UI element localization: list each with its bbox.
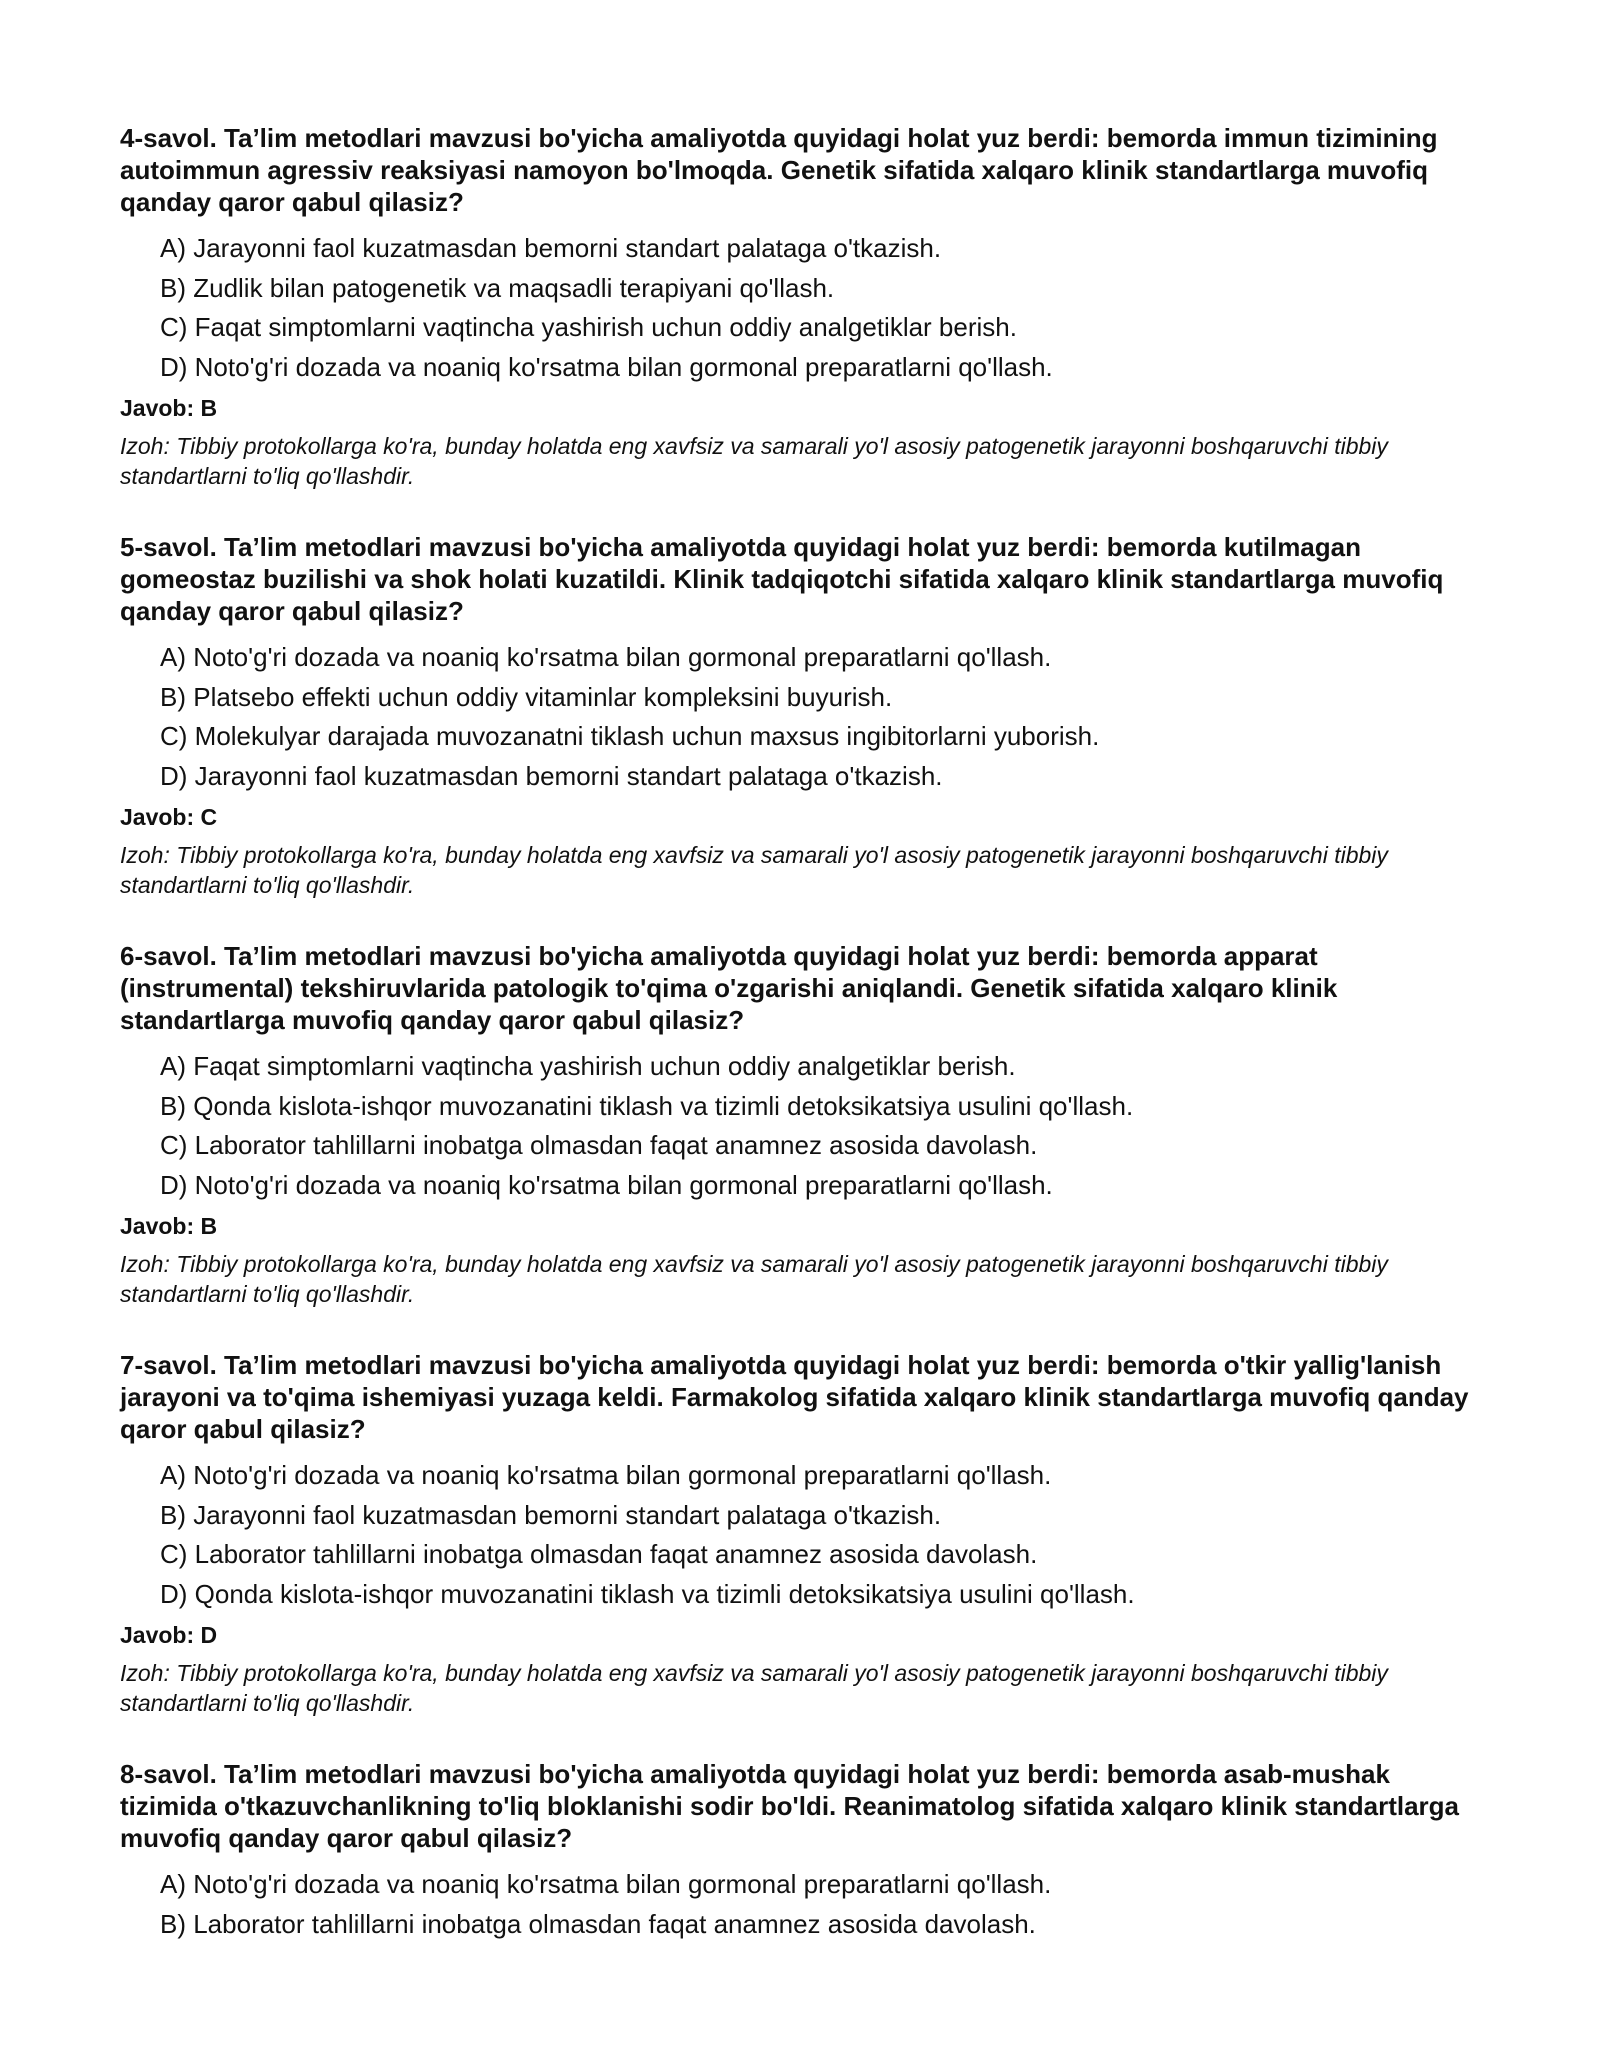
answer-label: Javob: C: [120, 804, 218, 830]
option-a: A) Noto'g'ri dozada va noaniq ko'rsatma bilan gormonal preparatlarni qo'llash.: [160, 642, 1052, 672]
option-list: [120, 229, 1490, 387]
option-list: [120, 1047, 1490, 1205]
explanation-note: Izoh: Tibbiy protokollarga ko'ra, bunday holatda eng xavfsiz va samarali yo'l asosiy patogenetik jarayonni boshqaruvchi tibbiy standartlarni to'liq qo'llashdir.: [120, 842, 1388, 898]
option-c: C) Faqat simptomlarni vaqtincha yashirish uchun oddiy analgetiklar berish.: [160, 312, 1017, 342]
option-b: B) Qonda kislota-ishqor muvozanatini tiklash va tizimli detoksikatsiya usulini qo'llash.: [160, 1090, 1134, 1121]
option-b: B) Jarayonni faol kuzatmasdan bemorni standart palataga o'tkazish.: [160, 1499, 942, 1530]
question-block: [120, 940, 1490, 1309]
answer-label: Javob: B: [120, 395, 218, 421]
question-block: [120, 122, 1490, 491]
option-c: C) Molekulyar darajada muvozanatni tiklash uchun maxsus ingibitorlarni yuborish.: [160, 721, 1100, 751]
explanation-note: Izoh: Tibbiy protokollarga ko'ra, bunday holatda eng xavfsiz va samarali yo'l asosiy patogenetik jarayonni boshqaruvchi tibbiy standartlarni to'liq qo'llashdir.: [120, 1251, 1388, 1307]
question-block: [120, 531, 1490, 900]
question-title: 6-savol. Ta’lim metodlari mavzusi bo'yicha amaliyotda quyidagi holat yuz berdi: bemorda apparat (instrumental) tekshiruvlarida patologik to'qima o'zgarishi aniqlandi. Genetik sifatida xalqaro klinik standartlarga muvofiq qanday qaror qabul qilasiz?: [120, 941, 1338, 1035]
option-list: [120, 638, 1490, 796]
option-b: B) Zudlik bilan patogenetik va maqsadli terapiyani qo'llash.: [160, 272, 835, 303]
explanation-note: Izoh: Tibbiy protokollarga ko'ra, bunday holatda eng xavfsiz va samarali yo'l asosiy patogenetik jarayonni boshqaruvchi tibbiy standartlarni to'liq qo'llashdir.: [120, 1660, 1388, 1716]
answer-label: Javob: B: [120, 1213, 218, 1239]
option-a: A) Noto'g'ri dozada va noaniq ko'rsatma bilan gormonal preparatlarni qo'llash.: [160, 1869, 1052, 1899]
option-a: A) Noto'g'ri dozada va noaniq ko'rsatma bilan gormonal preparatlarni qo'llash.: [160, 1460, 1052, 1490]
option-d: D) Qonda kislota-ishqor muvozanatini tiklash va tizimli detoksikatsiya usulini qo'llash.: [160, 1578, 1135, 1609]
option-b: B) Laborator tahlillarni inobatga olmasdan faqat anamnez asosida davolash.: [160, 1908, 1036, 1939]
option-list: [120, 1865, 1490, 1944]
option-c: C) Laborator tahlillarni inobatga olmasdan faqat anamnez asosida davolash.: [160, 1130, 1038, 1160]
question-title: 5-savol. Ta’lim metodlari mavzusi bo'yicha amaliyotda quyidagi holat yuz berdi: bemorda kutilmagan gomeostaz buzilishi va shok holati kuzatildi. Klinik tadqiqotchi sifatida xalqaro klinik standartlarga muvofiq qanday qaror qabul qilasiz?: [120, 532, 1444, 626]
document-page: [120, 122, 1490, 1984]
question-block: [120, 1758, 1490, 1944]
option-b: B) Platsebo effekti uchun oddiy vitaminlar kompleksini buyurish.: [160, 681, 893, 712]
question-title: 8-savol. Ta’lim metodlari mavzusi bo'yicha amaliyotda quyidagi holat yuz berdi: bemorda asab-mushak tizimida o'tkazuvchanlikning to'liq bloklanishi sodir bo'ldi. Reanimatolog sifatida xalqaro klinik standartlarga muvofiq qanday qaror qabul qilasiz?: [120, 1759, 1459, 1853]
option-c: C) Laborator tahlillarni inobatga olmasdan faqat anamnez asosida davolash.: [160, 1539, 1038, 1569]
option-a: A) Faqat simptomlarni vaqtincha yashirish uchun oddiy analgetiklar berish.: [160, 1051, 1016, 1081]
question-title: 7-savol. Ta’lim metodlari mavzusi bo'yicha amaliyotda quyidagi holat yuz berdi: bemorda o'tkir yallig'lanish jarayoni va to'qima ishemiyasi yuzaga keldi. Farmakolog sifatida xalqaro klinik standartlarga muvofiq qanday qaror qabul qilasiz?: [120, 1350, 1469, 1444]
option-list: [120, 1456, 1490, 1614]
option-d: D) Jarayonni faol kuzatmasdan bemorni standart palataga o'tkazish.: [160, 760, 943, 791]
option-d: D) Noto'g'ri dozada va noaniq ko'rsatma bilan gormonal preparatlarni qo'llash.: [160, 1169, 1053, 1200]
option-d: D) Noto'g'ri dozada va noaniq ko'rsatma bilan gormonal preparatlarni qo'llash.: [160, 351, 1053, 382]
explanation-note: Izoh: Tibbiy protokollarga ko'ra, bunday holatda eng xavfsiz va samarali yo'l asosiy patogenetik jarayonni boshqaruvchi tibbiy standartlarni to'liq qo'llashdir.: [120, 433, 1388, 489]
question-title: 4-savol. Ta’lim metodlari mavzusi bo'yicha amaliyotda quyidagi holat yuz berdi: bemorda immun tizimining autoimmun agressiv reaksiyasi namoyon bo'lmoqda. Genetik sifatida xalqaro klinik standartlarga muvofiq qanday qaror qabul qilasiz?: [120, 123, 1438, 217]
question-block: [120, 1349, 1490, 1718]
option-a: A) Jarayonni faol kuzatmasdan bemorni standart palataga o'tkazish.: [160, 233, 942, 263]
answer-label: Javob: D: [120, 1622, 218, 1648]
